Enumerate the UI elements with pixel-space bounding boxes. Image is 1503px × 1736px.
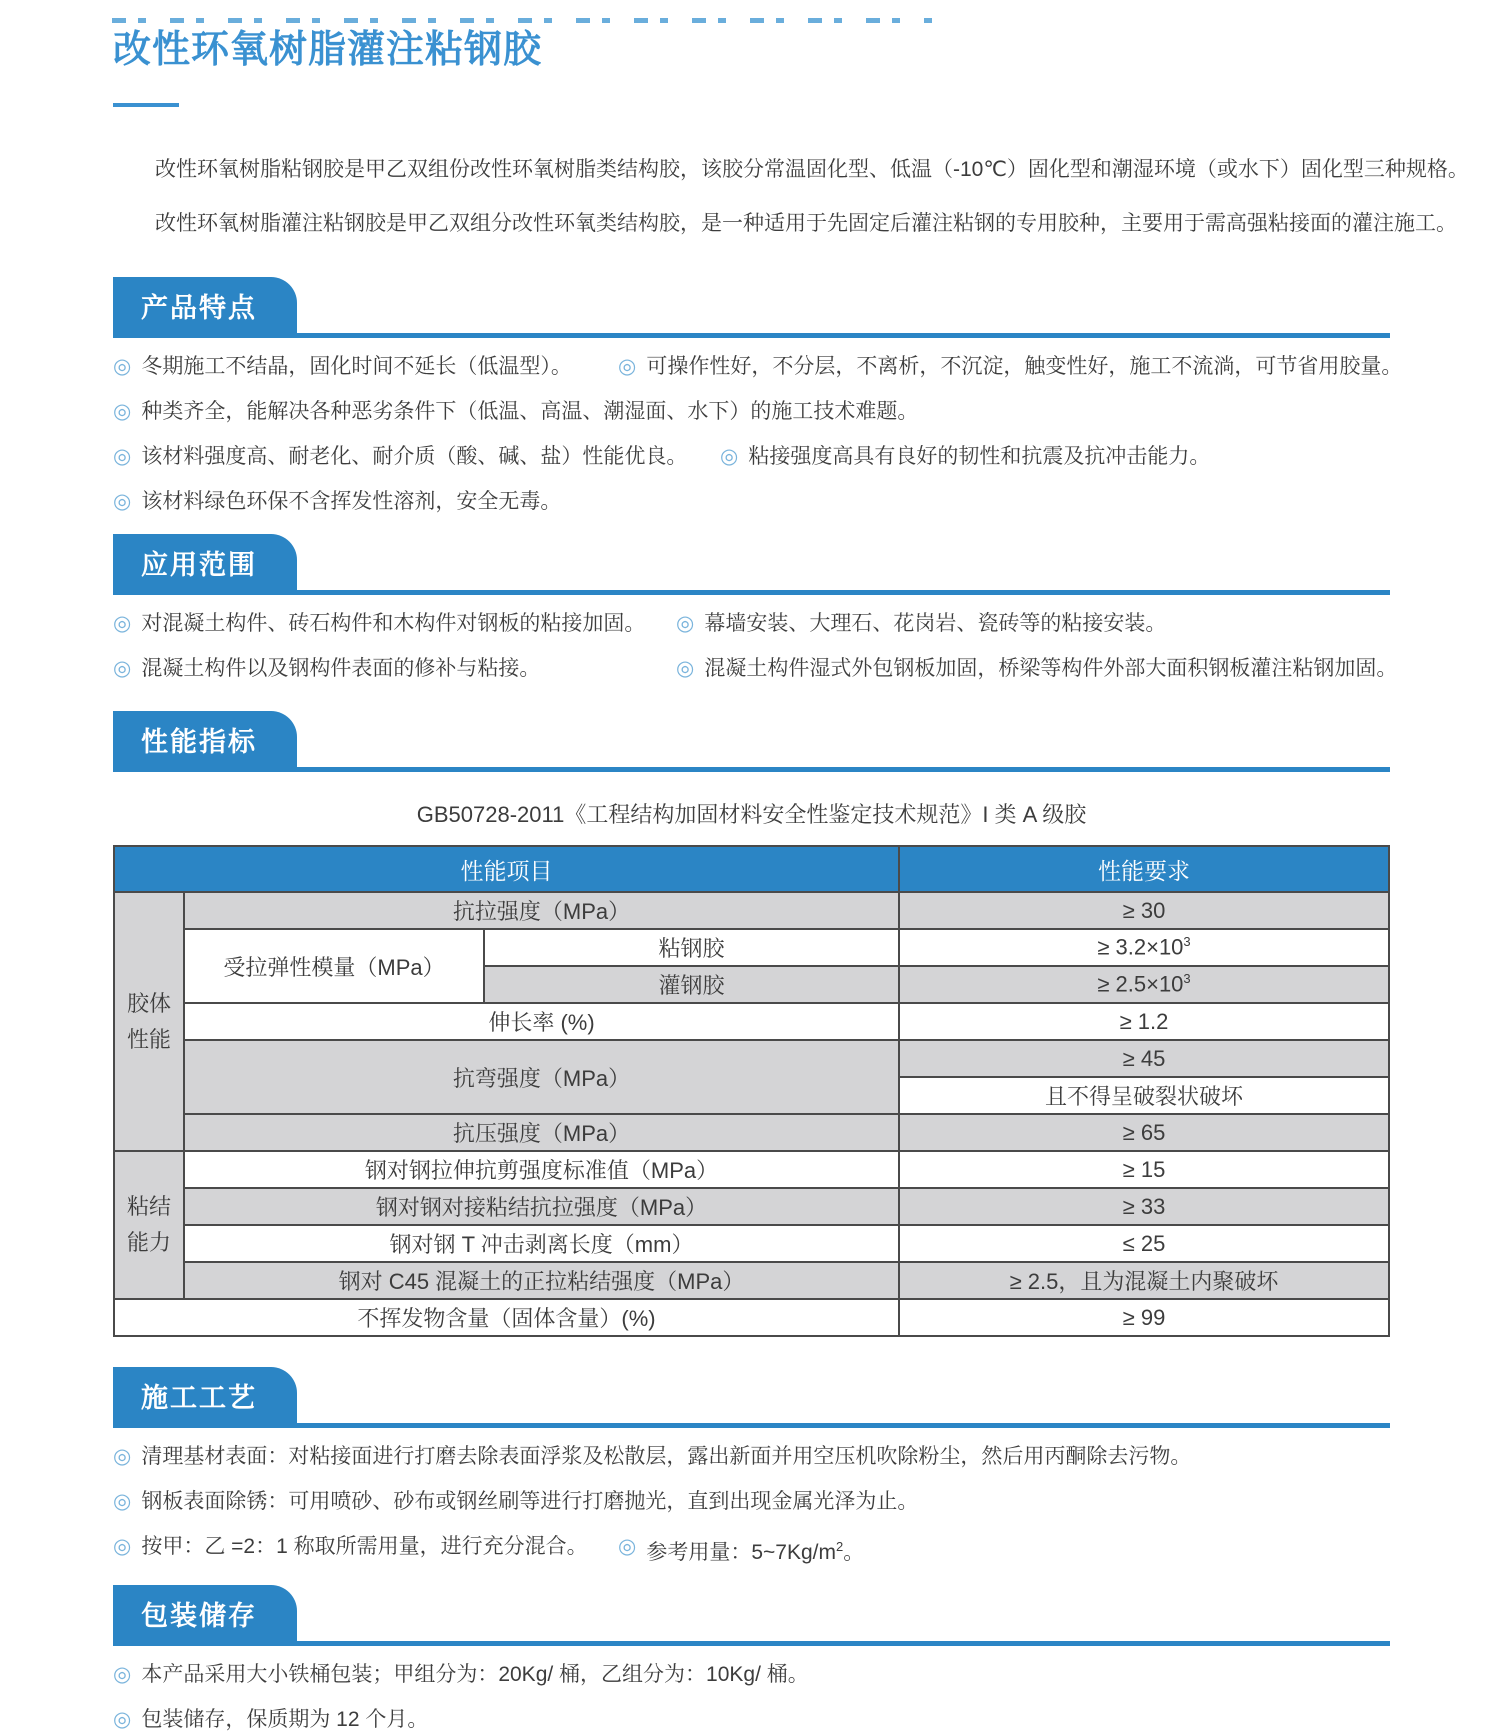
bullet-row bbox=[113, 1531, 1390, 1569]
bullet-text: 清理基材表面：对粘接面进行打磨去除表面浮浆及松散层，露出新面并用空压机吹除粉尘，然后用丙酮除去污物。 bbox=[141, 1445, 1192, 1468]
property-cell: 抗弯强度（MPa） bbox=[184, 1040, 899, 1114]
section-performance bbox=[113, 711, 1390, 1337]
column-header-requirement: 性能要求 bbox=[899, 846, 1389, 892]
bullet-text: 粘接强度高具有良好的韧性和抗震及抗冲击能力。 bbox=[748, 445, 1211, 468]
property-subcell: 灌钢胶 bbox=[484, 966, 899, 1003]
table-row bbox=[114, 1299, 1389, 1336]
list-item bbox=[676, 653, 1397, 685]
bullet-text: 对混凝土构件、砖石构件和木构件对钢板的粘接加固。 bbox=[141, 612, 646, 635]
bullet-text: 冬期施工不结晶，固化时间不延长（低温型）。 bbox=[141, 355, 572, 378]
requirement-cell bbox=[899, 966, 1389, 1003]
requirement-cell: ≥ 33 bbox=[899, 1188, 1389, 1225]
section-header bbox=[113, 711, 1390, 772]
bullet-text: 种类齐全，能解决各种恶劣条件下（低温、高温、潮湿面、水下）的施工技术难题。 bbox=[141, 400, 919, 423]
bullet-text: 包装储存，保质期为 12 个月。 bbox=[141, 1708, 429, 1731]
property-cell: 不挥发物含量（固体含量）(%) bbox=[114, 1299, 899, 1336]
list-item bbox=[113, 1441, 1191, 1473]
property-cell: 受拉弹性模量（MPa） bbox=[184, 929, 484, 1003]
list-item bbox=[113, 1531, 618, 1569]
property-cell: 伸长率 (%) bbox=[184, 1003, 899, 1040]
process-bullet-list bbox=[113, 1441, 1390, 1569]
superscript: 3 bbox=[1183, 934, 1191, 950]
superscript: 3 bbox=[1183, 971, 1191, 987]
list-item bbox=[720, 441, 1210, 473]
cropped-text-fragment bbox=[112, 18, 932, 23]
bullet-icon: ◎ bbox=[113, 1490, 132, 1513]
table-header-row bbox=[114, 846, 1389, 892]
requirement-value: ≥ 3.2×10 bbox=[1097, 934, 1184, 960]
requirement-cell: ≤ 25 bbox=[899, 1225, 1389, 1262]
bullet-text: 该材料绿色环保不含挥发性溶剂，安全无毒。 bbox=[141, 490, 562, 513]
page-title: 改性环氧树脂灌注粘钢胶 bbox=[113, 29, 543, 71]
bullet-row bbox=[113, 396, 1390, 428]
bullet-text: 可操作性好，不分层，不离析，不沉淀，触变性好，施工不流淌，可节省用胶量。 bbox=[646, 355, 1403, 378]
bullet-row bbox=[113, 351, 1403, 383]
section-header bbox=[113, 277, 1390, 338]
list-item bbox=[113, 608, 676, 640]
table-row bbox=[114, 929, 1389, 966]
bullet-icon: ◎ bbox=[113, 1663, 132, 1686]
table-row bbox=[114, 1151, 1389, 1188]
row-group-bonding-capacity: 粘结能力 bbox=[114, 1151, 184, 1299]
bullet-icon: ◎ bbox=[113, 657, 132, 680]
section-heading-rule bbox=[113, 590, 1390, 595]
bullet-icon: ◎ bbox=[113, 1708, 132, 1731]
property-cell: 钢对钢对接粘结抗拉强度（MPa） bbox=[184, 1188, 899, 1225]
table-row bbox=[114, 1225, 1389, 1262]
bullet-text: 本产品采用大小铁桶包装；甲组分为：20Kg/ 桶，乙组分为：10Kg/ 桶。 bbox=[141, 1663, 809, 1686]
table-row bbox=[114, 1040, 1389, 1077]
requirement-cell: ≥ 15 bbox=[899, 1151, 1389, 1188]
bullet-icon: ◎ bbox=[113, 1535, 132, 1558]
list-item bbox=[676, 608, 1166, 640]
property-cell: 抗压强度（MPa） bbox=[184, 1114, 899, 1151]
section-features bbox=[113, 277, 1403, 518]
bullet-icon: ◎ bbox=[618, 1535, 637, 1558]
bullet-row bbox=[113, 441, 1390, 473]
section-heading-badge: 应用范围 bbox=[113, 534, 297, 591]
list-item bbox=[113, 486, 561, 518]
table-row bbox=[114, 1262, 1389, 1299]
superscript: 2 bbox=[835, 1539, 844, 1554]
bullet-text: 钢板表面除锈：可用喷砂、砂布或钢丝刷等进行打磨抛光，直到出现金属光泽为止。 bbox=[141, 1490, 919, 1513]
list-item bbox=[113, 1486, 918, 1518]
section-heading-rule bbox=[113, 1641, 1390, 1646]
section-heading-rule bbox=[113, 333, 1390, 338]
bullet-icon: ◎ bbox=[113, 355, 132, 378]
bullet-row bbox=[113, 1704, 1390, 1736]
intro-line: 改性环氧树脂粘钢胶是甲乙双组份改性环氧树脂类结构胶，该胶分常温固化型、低温（-10℃）固化型和潮湿环境（或水下）固化型三种规格。 bbox=[155, 158, 1469, 181]
column-header-item: 性能项目 bbox=[114, 846, 899, 892]
requirement-cell: ≥ 2.5，且为混凝土内聚破坏 bbox=[899, 1262, 1389, 1299]
bullet-icon: ◎ bbox=[113, 400, 132, 423]
bullet-text: 按甲：乙 =2：1 称取所需用量，进行充分混合。 bbox=[141, 1535, 588, 1558]
bullet-icon: ◎ bbox=[676, 657, 695, 680]
bullet-text: 幕墙安装、大理石、花岗岩、瓷砖等的粘接安装。 bbox=[704, 612, 1167, 635]
list-item bbox=[113, 396, 918, 428]
intro-paragraph bbox=[113, 143, 1469, 251]
requirement-cell: ≥ 65 bbox=[899, 1114, 1389, 1151]
bullet-icon: ◎ bbox=[676, 612, 695, 635]
list-item bbox=[113, 653, 676, 685]
section-packaging bbox=[113, 1585, 1390, 1736]
bullet-row bbox=[113, 1441, 1390, 1473]
bullet-text: 混凝土构件湿式外包钢板加固，桥梁等构件外部大面积钢板灌注粘钢加固。 bbox=[704, 657, 1398, 680]
requirement-cell: 且不得呈破裂状破坏 bbox=[899, 1077, 1389, 1114]
requirement-cell: ≥ 1.2 bbox=[899, 1003, 1389, 1040]
section-heading-badge: 产品特点 bbox=[113, 277, 297, 334]
table-row bbox=[114, 892, 1389, 929]
title-underline bbox=[113, 103, 179, 107]
property-subcell: 粘钢胶 bbox=[484, 929, 899, 966]
features-bullet-list bbox=[113, 351, 1403, 518]
bullet-row bbox=[113, 608, 1390, 640]
bullet-text: 混凝土构件以及钢构件表面的修补与粘接。 bbox=[141, 657, 541, 680]
requirement-value: ≥ 2.5×10 bbox=[1097, 971, 1184, 997]
bullet-icon: ◎ bbox=[113, 1445, 132, 1468]
list-item bbox=[113, 351, 618, 383]
list-item bbox=[113, 441, 720, 473]
row-group-glue-performance: 胶体性能 bbox=[114, 892, 184, 1151]
bullet-row bbox=[113, 486, 1390, 518]
bullet-icon: ◎ bbox=[113, 612, 132, 635]
list-item bbox=[618, 1531, 864, 1569]
section-process bbox=[113, 1367, 1390, 1569]
section-heading-rule bbox=[113, 767, 1390, 772]
performance-table bbox=[113, 845, 1390, 1337]
list-item bbox=[113, 1659, 809, 1691]
bullet-row bbox=[113, 1486, 1390, 1518]
list-item bbox=[113, 1704, 428, 1736]
intro-line: 改性环氧树脂灌注粘钢胶是甲乙双组分改性环氧类结构胶，是一种适用于先固定后灌注粘钢的专用胶种，主要用于需高强粘接面的灌注施工。 bbox=[155, 212, 1457, 235]
bullet-icon: ◎ bbox=[720, 445, 739, 468]
property-cell: 钢对 C45 混凝土的正拉粘结强度（MPa） bbox=[184, 1262, 899, 1299]
bullet-icon: ◎ bbox=[113, 490, 132, 513]
requirement-cell bbox=[899, 929, 1389, 966]
section-header bbox=[113, 534, 1390, 595]
packaging-bullet-list bbox=[113, 1659, 1390, 1736]
spec-sheet-page bbox=[0, 18, 1503, 1736]
section-heading-badge: 性能指标 bbox=[113, 711, 297, 768]
bullet-icon: ◎ bbox=[618, 355, 637, 378]
table-standard-caption: GB50728-2011《工程结构加固材料安全性鉴定技术规范》I 类 A 级胶 bbox=[416, 802, 1087, 827]
bullet-row bbox=[113, 1659, 1390, 1691]
section-header bbox=[113, 1585, 1390, 1646]
property-cell: 钢对钢拉伸抗剪强度标准值（MPa） bbox=[184, 1151, 899, 1188]
section-heading-rule bbox=[113, 1423, 1390, 1428]
bullet-text: 该材料强度高、耐老化、耐介质（酸、碱、盐）性能优良。 bbox=[141, 445, 688, 468]
table-row bbox=[114, 1003, 1389, 1040]
requirement-cell: ≥ 45 bbox=[899, 1040, 1389, 1077]
table-row bbox=[114, 1114, 1389, 1151]
list-item bbox=[618, 351, 1402, 383]
section-heading-badge: 包装储存 bbox=[113, 1585, 297, 1642]
bullet-row bbox=[113, 653, 1398, 685]
applications-bullet-list bbox=[113, 608, 1398, 685]
section-header bbox=[113, 1367, 1390, 1428]
bullet-text: 参考用量：$5\sim 7Kg/m^2$。 bbox=[646, 1539, 865, 1564]
table-row bbox=[114, 1188, 1389, 1225]
section-heading-badge: 施工工艺 bbox=[113, 1367, 297, 1424]
property-cell: 钢对钢 T 冲击剥离长度（mm） bbox=[184, 1225, 899, 1262]
requirement-cell: ≥ 30 bbox=[899, 892, 1389, 929]
bullet-icon: ◎ bbox=[113, 445, 132, 468]
section-applications bbox=[113, 534, 1398, 685]
requirement-cell: ≥ 99 bbox=[899, 1299, 1389, 1336]
property-cell: 抗拉强度（MPa） bbox=[184, 892, 899, 929]
